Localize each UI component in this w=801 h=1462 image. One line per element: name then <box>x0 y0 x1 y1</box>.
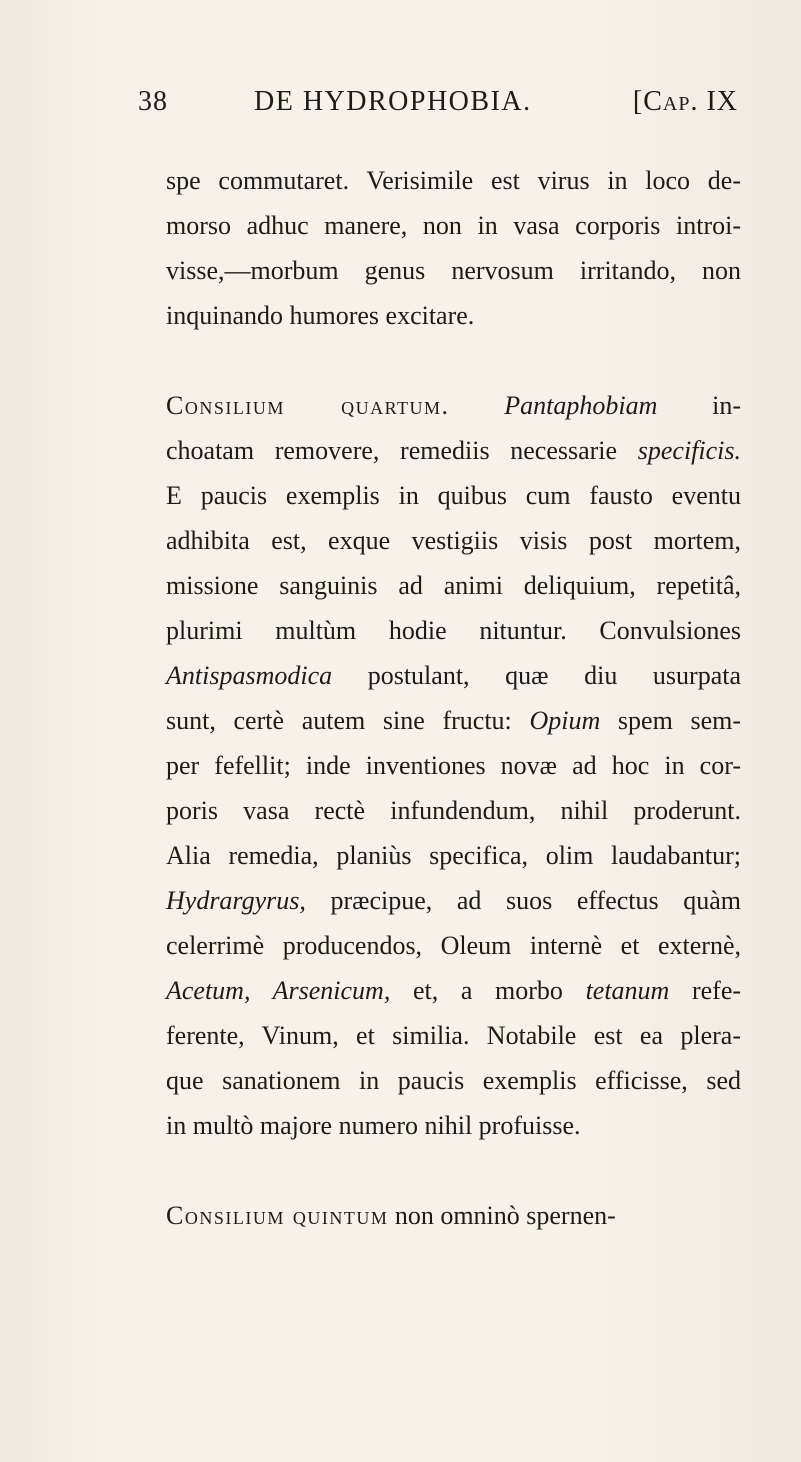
text-line <box>166 653 741 698</box>
text-line: morso adhuc manere, non in vasa corporis introi- <box>166 211 741 240</box>
text-line <box>166 383 741 428</box>
text-fragment: refe- <box>691 976 742 1005</box>
text-line: ferente, Vinum, et similia. Notabile est ea plera- <box>166 1021 741 1050</box>
section-heading: Consilium quartum. <box>166 391 450 420</box>
text-line: E paucis exemplis in quibus cum fausto eventu <box>166 481 741 510</box>
paragraph-gap <box>166 338 741 383</box>
text-line <box>166 428 741 473</box>
text-fragment: postulant, quæ diu usurpata <box>367 661 741 690</box>
section-heading: Consilium quintum <box>166 1201 389 1230</box>
text-line: per fefellit; inde inventiones novæ ad hoc in cor- <box>166 751 741 780</box>
text-fragment: non omninò spernen- <box>394 1201 616 1230</box>
text-line: in multò majore numero nihil profuisse. <box>166 1111 581 1140</box>
page-number: 38 <box>138 86 168 117</box>
text-fragment: et, a morbo <box>412 976 563 1005</box>
text-line <box>166 1193 741 1238</box>
text-fragment: præcipue, ad suos effectus quàm <box>330 886 741 915</box>
text-line: spe commutaret. Verisimile est virus in loco de- <box>166 166 741 195</box>
paragraph-gap <box>166 1148 741 1193</box>
text-fragment: sunt, certè autem sine fructu: <box>166 706 512 735</box>
text-fragment: spem sem- <box>617 706 742 735</box>
italic-term: Hydrargyrus, <box>166 886 306 915</box>
text-line <box>166 968 741 1013</box>
text-line: plurimi multùm hodie nituntur. Convulsiones <box>166 616 741 645</box>
italic-term: specificis. <box>637 436 742 465</box>
text-line: inquinando humores excitare. <box>166 301 475 330</box>
body-text <box>166 158 741 1238</box>
italic-term: Pantaphobiam <box>504 391 658 420</box>
text-fragment: in- <box>712 391 742 420</box>
text-line: poris vasa rectè infundendum, nihil proderunt. <box>166 796 741 825</box>
text-line: visse,—morbum genus nervosum irritando, non <box>166 256 741 285</box>
text-line: Alia remedia, planiùs specifica, olim laudabantur; <box>166 841 741 870</box>
text-line: adhibita est, exque vestigiis visis post mortem, <box>166 526 741 555</box>
chapter-reference: [Cap. IX <box>632 86 738 117</box>
page-header <box>138 86 738 130</box>
running-title: DE HYDROPHOBIA. <box>254 86 532 117</box>
text-line <box>166 698 741 743</box>
italic-term: Acetum, Arsenicum, <box>166 976 391 1005</box>
text-fragment: choatam removere, remediis necessarie <box>166 436 618 465</box>
text-line: celerrimè producendos, Oleum internè et externè, <box>166 931 741 960</box>
italic-term: Opium <box>529 706 601 735</box>
text-line: que sanationem in paucis exemplis efficisse, sed <box>166 1066 741 1095</box>
text-line <box>166 878 741 923</box>
text-line: missione sanguinis ad animi deliquium, repetitâ, <box>166 571 741 600</box>
italic-term: Antispasmodica <box>166 661 333 690</box>
italic-term: tetanum <box>585 976 670 1005</box>
